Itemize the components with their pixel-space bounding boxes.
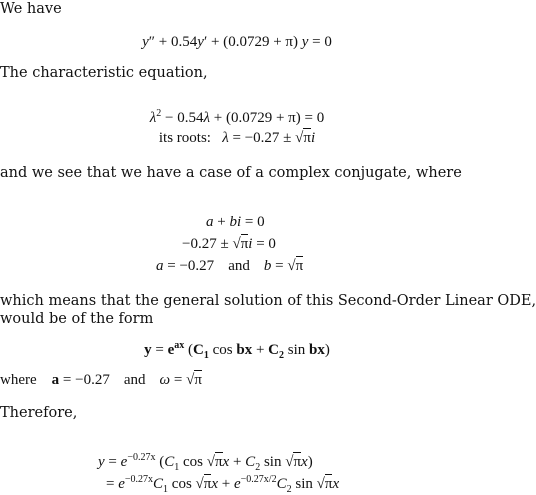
final-solution-line-2: = $e^{-0.27x}C_1$ $\cos √\pi x + e^{-0.27x/2}C_2$ sin √πx bbox=[106, 474, 340, 495]
characteristic-text: The characteristic equation, bbox=[0, 65, 208, 81]
system-line-1: a + bi = 0 bbox=[206, 214, 265, 230]
general-solution-form: $y = e^{ax}$ ($C_1$ cos bx + $C_2$ sin bx) bbox=[144, 340, 330, 361]
general-text-2: would be of the form bbox=[0, 311, 154, 327]
complex-text: and we see that we have a case of a complex conjugate, where bbox=[0, 165, 462, 181]
therefore-text: Therefore, bbox=[0, 405, 78, 421]
final-solution-line-1: $y = e^{-0.27x}$ ($C_1$ $\cos √\pi x + C_2$ sin √πx) bbox=[98, 452, 313, 473]
where-line: where a = −0.27 and ω = √π bbox=[0, 372, 202, 388]
system-line-3: a = −0.27 and b = √π bbox=[156, 258, 304, 274]
general-text-1: which means that the general solution of this Second-Order Linear ODE, bbox=[0, 293, 536, 309]
system-line-2: −0.27 ± √πi = 0 bbox=[182, 236, 276, 252]
characteristic-equation: $\lambda^2 - 0.54\lambda + (0.0729 + \pi) = 0$ bbox=[149, 108, 325, 126]
ode-equation: y″ + 0.54y′ + (0.0729 + π) y = 0 bbox=[142, 34, 332, 50]
roots-line: its roots: λ = −0.27 ± √πi bbox=[158, 130, 316, 146]
intro-text: We have bbox=[0, 1, 62, 17]
